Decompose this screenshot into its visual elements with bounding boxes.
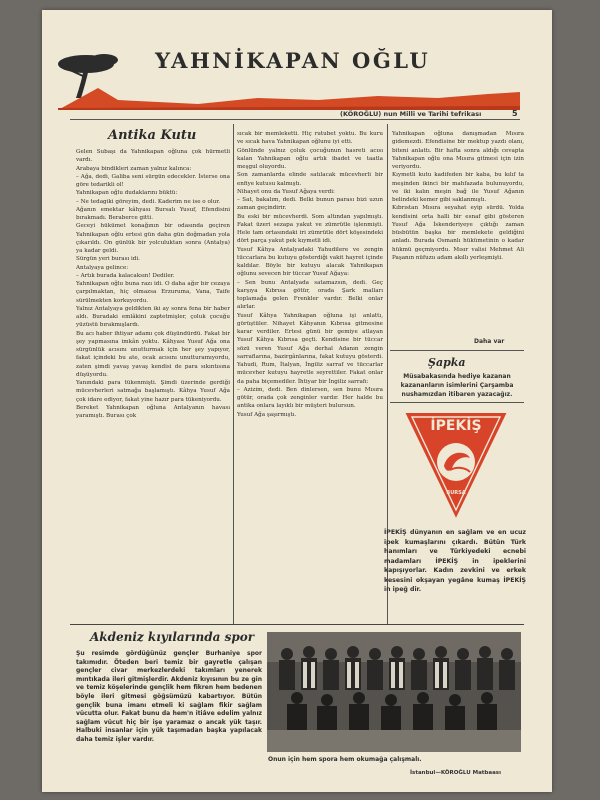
paragraph: – Sat, bakalım, dedi. Belki bunun parası bizi uzun zaman geçindirir. — [237, 197, 383, 212]
sport-text: Şu resimde gördüğünüz gençler Burhaniye spor takımıdır. Öteden beri temiz bir gayretle çalışan gençler civar merkezlerdeki takımları yenerek mıntıkada ileri gitmişlerdir. Akdeniz kıyısının bu ze gin ve temiz köşelerinde gençlik hem fikren hem bedenen böyle ileri gitmesi göğsümüzü kabartıyor. Bütün gençlik buna imanı etmeli ki sağlam fikir sağlam vücutta olur. Fakat bunu da hem'n itiâve edelim yalnız sağlam vücut hiç bir işe yaramaz o ancak yük taşır. Halbuki insanlar için yük taşımadan başka yapılacak daha temiz işler vardır. — [76, 650, 262, 743]
story-column-1 — [76, 148, 230, 628]
team-photo-image — [267, 632, 521, 752]
paragraph: Sürgün yeri burası idi. — [76, 256, 140, 263]
paragraph: Yahnikapan oğlu dudaklarını büktü: — [76, 190, 178, 197]
ipekis-logo — [400, 406, 512, 524]
hat-contest-text: Müsabakasında hediye kazanan kazananların isimlerini Çarşamba nushamızdan itibaren yazacağız. — [400, 373, 514, 398]
paragraph: Yusuf Kâhya Yahnikapan oğluna işi anlattı, görüştüler. Nihayet Kâhyanın Kıbrısa gitmesine karar verdiler. Ertesi günü bir gemiye atlayan Yusuf Kâhya Kıbrısa geçti. Kendisine bir tüccar sözü veren Yusuf Ağa derhal Adanın zengin sarraflarına, bazirgânlarına, fakat kutuyu gösterdi. Yahudi, Rum, İtalyan, İngiliz sarraf ve tüccarlar mücevher kutuyu hayretle seyrettiler. Fakat onlar da paha biçemediler. İhtiyar bir İngiliz sarrafı: — [237, 312, 383, 385]
paragraph: Yusuf Kâhya Antalyadaki Yahudilere ve zengin tüccarlara bu kutuyu gösterdiği vakit hayret içinde kaldılar. Böyle bir kutuyu alacak Yahnikapan oğlunu sevecen bir tüccar Yusuf Ağaya: — [237, 246, 383, 278]
team-photo — [267, 632, 521, 752]
paragraph: – Ne tedagiki göreyim, dedi. Kaderim ne ise o olur. — [76, 198, 221, 205]
story-column-3 — [392, 130, 524, 336]
paragraph: Gelen Subaşı da Yahnikapan oğluna çok hürmetli vardı. — [76, 149, 230, 164]
ipekis-logo-text: İPEKİŞ — [430, 418, 482, 434]
masthead-divider — [70, 119, 520, 120]
paragraph: Geceyi hükümet konağının bir odasında geçiren Yahnikapan oğlu ertesi gün daha gün doğmadan yola çıkarıldı. On günlük bir yolculuktan sonra (Antalya) ya kadar geldi. — [76, 223, 230, 254]
paragraph: Yusuf Ağa şaşırmıştı. — [237, 411, 297, 418]
paragraph: – Artık burada kalacaksın! Dediler. — [76, 272, 175, 279]
paragraph: Nihayet onu da Yusuf Ağaya verdi: — [237, 188, 335, 195]
section-divider — [390, 402, 524, 403]
paragraph: Son zamanlarda elinde satılacak mücevherli bir enfiye kutusu kalmıştı. — [237, 172, 383, 187]
masthead-title: YAHNİKAPAN OĞLU — [155, 48, 431, 73]
paragraph: Bereket Yahnikapan oğluna Antalyanın havası yaramıştı. Burası çok — [76, 404, 230, 419]
paragraph: – Ağa, dedi, Galiba seni sürgün edecekler. İsterse ona göre tedarikli ol! — [76, 173, 230, 188]
photo-caption: Onun için hem spora hem okumağa çalışmalı. — [268, 756, 422, 763]
paragraph: Bu acı haber ihtiyar adamı çok düşündürdü. Fakat bir şey yapmasına imkân yoktu. Kâhyası Yusuf Ağa ona sürgünlük acısını unutturmak için her şey yapıyor, fakat içindeki bu ate, ocak acısını unutturamıyordu, zaten şimdi yavaş yavaş kendisi de para sıkıntısına düşüyordu. — [76, 330, 230, 378]
paragraph: Yahnikapan oğluna danışmadan Mısıra gidemezdi. Efendisine bir mektup yazdı olanı, biteni anlattı. Bir hafta sonra aldığı cevapta Yahnikapan oğlu ona Mısıra gitmesi için izin veriyordu. — [392, 131, 524, 170]
sport-heading: Akdeniz kıyılarında spor — [90, 630, 255, 644]
paragraph: Ağanın emektar kâhyası Bursalı Yusuf, Efendisini bırakmadı. Beraberce gitti. — [76, 206, 230, 221]
masthead-red-band — [58, 88, 520, 110]
section-divider — [70, 624, 524, 625]
ipekis-logo-sub: BURSA — [446, 490, 466, 496]
paragraph: Yahnikapan oğlu buna razı idi. O daha ağır bir cezaya çarpılmaktan, hiç olmazsa Erzuruma, Vana, Taife sürülmekten korkuyordu. — [76, 281, 230, 304]
masthead-subline: (KÖROĞLU) nun Milli ve Tarihi tefrikası — [340, 110, 482, 118]
printer-credit: İstanbul—KÖROĞLU Matbaası — [410, 770, 501, 776]
paragraph: Yalnız Antalyaya geldikten iki ay sonra fena bir haber aldı. Buradaki emlâkini zaptetmişler, çoluk çocuğu yüzüstü bırakmışlardı. — [76, 305, 230, 329]
story-column-2 — [237, 130, 383, 618]
paragraph: Bu eski bir mücevherdi. Som altından yapılmıştı. Fakat üzeri sezapa yakut ve zümrütle işlenmişti. Hele tam ortasındaki iri zümrütle dört köşesindeki dört parça yakut pek kıymetli idi. — [237, 213, 383, 245]
paragraph: – Azizim, dedi. Ben dinlersen, sen bunu Mısıra götür, orada çok zenginler vardır. Her halde bu antika onlara layıklı bir müşteri bulursun. — [237, 386, 383, 410]
page-number: 5 — [512, 109, 518, 118]
paragraph: Gönlünde yalnız çoluk çocuğunun hasreti acısı kalan Yahnikapan oğlu artık ibadet ve taatla meşgul oluyordu. — [237, 147, 383, 170]
paragraph: Kıymetli kutu kadifeden bir kaba, bu kılıf ta meşinden ikinci bir mahfazada bulunuyordu, ve iki kalın meşin bağ ile Yusuf Ağanın belindeki kemer gibi saklanmıştı. — [392, 172, 524, 203]
paragraph: sıcak bir memleketti. Hiç rutubet yoktu. Bu kuru ve sıcak hava Yahnikapan oğlunu iyi etti. — [237, 131, 383, 146]
paragraph: Antalyaya gelince: — [76, 264, 129, 271]
section-divider — [390, 350, 524, 351]
ipekis-ad-text: İPEKİŞ dünyanın en sağlam ve en ucuz ipek kumaşlarını çıkardı. Bütün Türk hanımları ve Türkiyedeki ecnebi madamları İPEKİŞ in ipeklerini kapışıyorlar. Kadın zevkini ve erkek kesesini okşayan yegâne kumaş İPEKİŞ in ipeğ dir. — [384, 529, 526, 593]
column-divider — [233, 124, 234, 624]
paragraph: Kıbrıstan Mısıra seyahat eyip sürdü. Yolda kendisini orta halli bir esnaf gibi gösteren Yusuf Ağa İskenderiyeye çıktığı zaman büsbütün başka bir memlekete geldiğini anladı. Burada Osmanlı hükümetinin o kadar hükmü geçmiyordu. Mısır valisi Mehmet Ali Paşanın nüfuzu adam akıllı yerleşmişti. — [392, 205, 524, 261]
paragraph: Yanındaki para tükenmişti. Şimdi üzerinde gerdiği mücevherleri satmağa başlamıştı. Kâhya Yusuf Ağa çok idare ediyor, fakat yine hazır para tükeniyordu. — [76, 380, 230, 403]
paragraph: Arabaya bindikleri zaman yalnız kalınca: — [76, 165, 192, 172]
hat-contest-heading: Şapka — [428, 356, 466, 369]
story-heading: Antika Kutu — [108, 128, 197, 143]
continued-note: Daha var — [474, 338, 505, 345]
paragraph: – Sen bunu Antalyada satamazsın, dedi. Geç karşıya Kıbrısa götür, orada Şark malları toplamağa gelen Frenkler vardır. Belki onlar alırlar. — [237, 279, 383, 311]
